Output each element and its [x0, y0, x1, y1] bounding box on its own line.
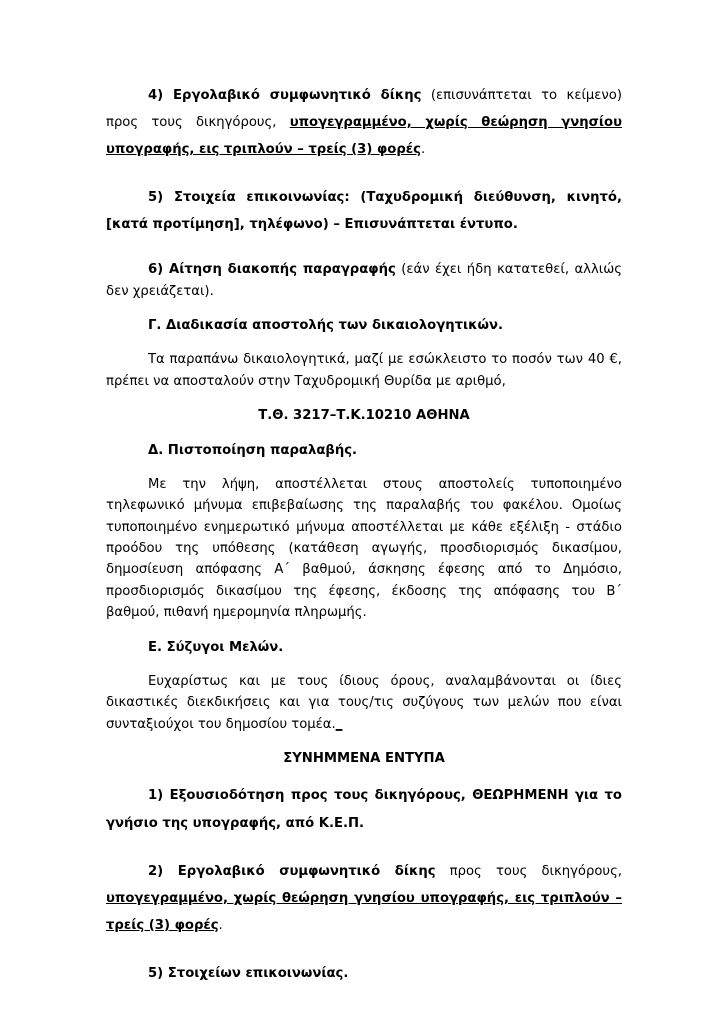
item-4-paren: (επισυνάπτεται το κείμενο) προς τους δικηγόρους,	[106, 88, 623, 131]
spacer	[106, 735, 622, 748]
paragraph-section-gamma: Τα παραπάνω δικαιολογητικά, μαζί με εσώκλειστο το ποσόν των 40 €, πρέπει να αποσταλούν στην Ταχυδρομική Θυρίδα με αριθμό,	[106, 352, 622, 389]
item-6-number: 6)	[148, 262, 170, 278]
item-4-tail: .	[420, 142, 426, 158]
spacer	[106, 837, 622, 858]
heading-section-delta: Δ. Πιστοποίηση παραλαβής.	[148, 442, 358, 458]
spacer	[106, 769, 622, 782]
item-6-paren: (εάν έχει ήδη κατατεθεί, αλλιώς δεν χρειάζεται).	[106, 262, 623, 299]
attachment-2-number: 2)	[148, 863, 178, 879]
item-4-underlined: υπογεγραμμένο, χωρίς θεώρηση γνησίου υπογραφής, εις τριπλούν – τρείς (3) φορές	[106, 115, 623, 158]
spacer	[106, 392, 622, 405]
po-box-line	[106, 405, 622, 426]
item-4-number: 4)	[148, 88, 174, 103]
spacer	[106, 238, 622, 259]
paragraph-item-4	[106, 82, 622, 163]
item-4-title: Εργολαβικό συμφωνητικό δίκης	[173, 88, 422, 103]
epsilon-trailing-underscore: _	[335, 716, 343, 732]
spacer	[106, 336, 622, 349]
spacer	[106, 624, 622, 637]
epsilon-text: Ευχαρίστως και με τους ίδιους όρους, αναλαμβάνονται οι ίδιες δικαστικές διεκδικήσεις και για τους/τις συζύγους των μελών που είναι συνταξιούχοι του δημοσίου τομέα.	[106, 673, 622, 732]
attachment-2-underlined: υπογεγραμμένο, χωρίς θεώρηση γνησίου υπογραφής, εις τριπλούν – τρείς (3) φορές	[106, 890, 622, 933]
paragraph-section-epsilon	[106, 671, 622, 735]
paragraph-item-6	[106, 259, 622, 302]
spacer	[106, 461, 622, 474]
spacer	[106, 163, 622, 184]
heading-section-gamma: Γ. Διαδικασία αποστολής των δικαιολογητικών.	[148, 318, 503, 334]
po-box-text: Τ.Θ. 3217–Τ.Κ.10210 ΑΘΗΝΑ	[258, 408, 470, 424]
heading-section-epsilon: Ε. Σύζυγοι Μελών.	[148, 639, 284, 655]
spacer	[106, 302, 622, 315]
document-body	[106, 82, 622, 987]
item-5-number: 5)	[148, 190, 174, 206]
paragraph-item-5	[106, 184, 622, 238]
paragraph-attachment-2	[106, 858, 622, 939]
attachment-5-text: Στοιχείων επικοινωνίας.	[167, 965, 349, 981]
attachment-1-text: Εξουσιοδότηση προς τους δικηγόρους, ΘΕΩΡΗΜΕΝΗ για το γνήσιο της υπογραφής, από Κ.Ε.Π.	[106, 788, 622, 831]
attachment-2-title: Εργολαβικό συμφωνητικό δίκης	[177, 863, 436, 879]
spacer	[106, 658, 622, 671]
item-6-title: Αίτηση διακοπής παραγραφής	[169, 262, 396, 278]
spacer	[106, 427, 622, 440]
heading-attachments	[106, 748, 622, 769]
paragraph-section-delta: Με την λήψη, αποστέλλεται στους αποστολείς τυποποιημένο τηλεφωνικό μήνυμα επιβεβαίωσης της παραλαβής του φακέλου. Ομοίως τυποποιημένο ενημερωτικό μήνυμα αποστέλλεται με κάθε εξέλιξη - στάδιο προόδου της υπόθεσης (κατάθεση αγωγής, προσδιορισμός δικασίμου, δημοσίευση απόφασης Α΄ βαθμού, άσκησης έφεσης από το Δημόσιο, προσδιορισμός δικασίμου της έφεσης, έκδοσης της απόφασης του Β΄ βαθμού, πιθανή ημερομηνία πληρωμής.	[106, 476, 622, 621]
attachment-5-number: 5)	[148, 965, 168, 981]
attachment-2-middle: προς τους δικηγόρους,	[435, 863, 622, 879]
spacer	[106, 939, 622, 960]
paragraph-attachment-1	[106, 782, 622, 836]
attachment-1-number: 1)	[148, 788, 170, 804]
attachment-2-tail: .	[218, 917, 223, 933]
item-5-text: Στοιχεία επικοινωνίας: (Ταχυδρομική διεύθυνση, κινητό, [κατά προτίμηση], τηλέφωνο) – Επισυνάπτεται έντυπο.	[106, 190, 623, 233]
attachments-title: ΣΥΝΗΜΜΕΝΑ ΕΝΤΥΠΑ	[283, 751, 445, 767]
paragraph-attachment-5	[106, 960, 622, 987]
